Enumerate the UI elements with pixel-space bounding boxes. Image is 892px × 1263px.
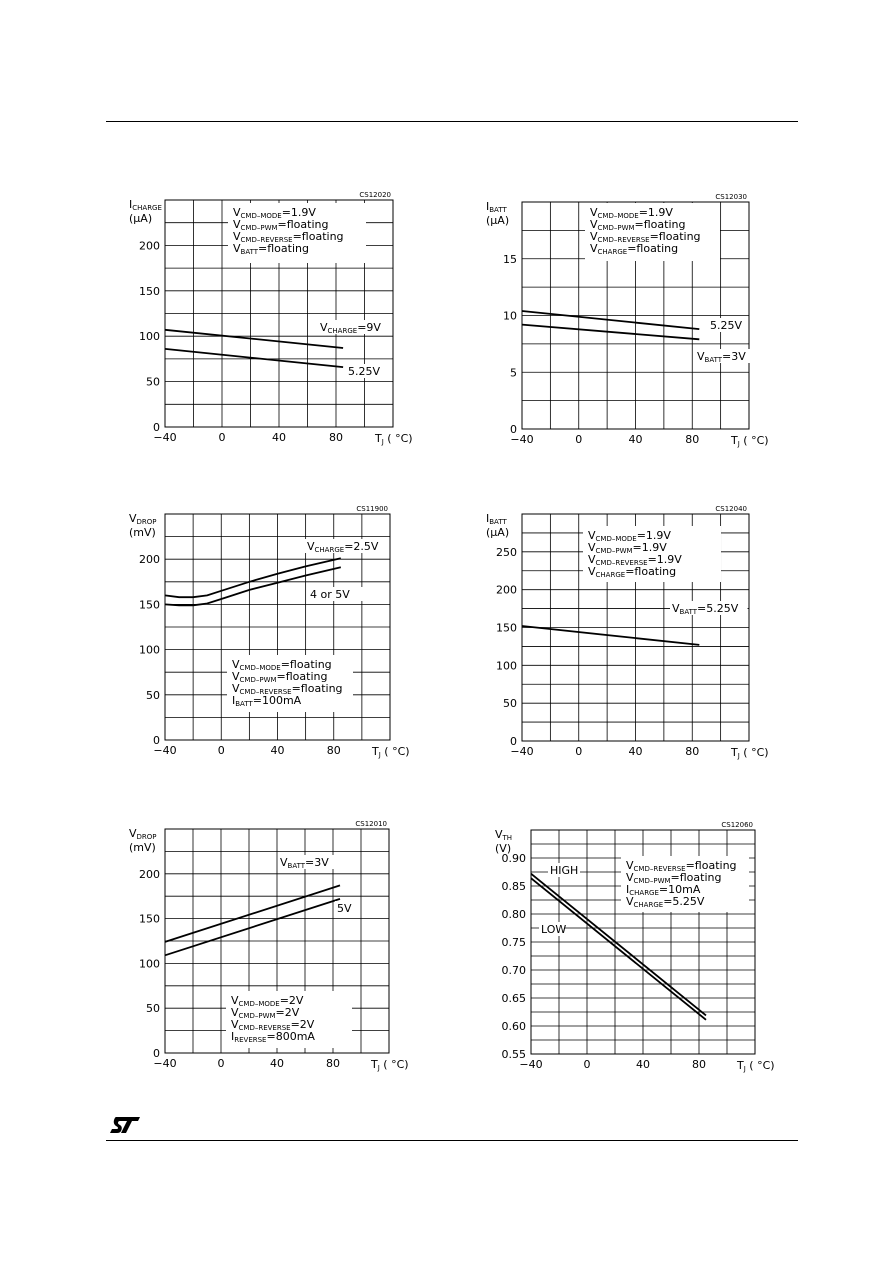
x-tick-label: 0 [218, 431, 226, 444]
x-tick-label: 80 [692, 1058, 706, 1071]
legend-line: VCMD–MODE=1.9V [233, 206, 316, 220]
y-tick-label: 50 [146, 1002, 160, 1016]
y-axis-unit: (mV) [129, 841, 156, 854]
y-tick-label: 50 [146, 688, 160, 702]
legend-line: VCMD–REVERSE=floating [626, 859, 737, 873]
series-line [165, 885, 340, 942]
y-axis-title: IBATT [486, 200, 507, 214]
y-tick-label: 100 [496, 659, 517, 673]
legend-line: VCMD–PWM=floating [232, 670, 328, 684]
x-tick-label: 80 [685, 745, 700, 758]
series-label: 4 or 5V [310, 588, 350, 601]
chart-cs12020 [129, 191, 413, 446]
x-axis-title: TJ ( °C) [731, 434, 769, 448]
legend-line: VCMD–PWM=floating [233, 218, 329, 232]
legend-line: VCMD–PWM=floating [590, 218, 686, 232]
y-axis-title: VDROP [129, 827, 157, 841]
y-tick-label: 0.70 [501, 964, 526, 977]
x-tick-label: 80 [685, 433, 700, 446]
x-tick-label: −40 [519, 1058, 543, 1071]
series-label: VCHARGE=9V [320, 321, 381, 335]
series-label: 5V [337, 902, 352, 915]
series-label: 5.25V [348, 365, 381, 378]
y-tick-label: 150 [496, 621, 517, 635]
y-tick-label: 200 [139, 867, 160, 881]
legend-line: VCHARGE=floating [588, 565, 677, 579]
y-tick-label: 0 [153, 421, 160, 434]
x-tick-label: −40 [153, 1057, 177, 1070]
series-line [165, 349, 343, 367]
legend-line: IBATT=100mA [232, 694, 302, 708]
x-tick-label: 40 [270, 1057, 284, 1070]
y-tick-label: 0.85 [501, 880, 526, 893]
legend-line: ICHARGE=10mA [626, 883, 701, 897]
y-tick-label: 200 [139, 239, 160, 253]
figure-code: CS12060 [721, 821, 753, 829]
y-tick-label: 0.80 [501, 908, 526, 921]
legend-line: VCMD–MODE=floating [232, 658, 332, 672]
legend-line: VCMD–PWM=1.9V [588, 541, 667, 555]
y-tick-label: 50 [146, 375, 160, 389]
figure-code: CS12040 [715, 505, 747, 513]
x-tick-label: 0 [583, 1058, 591, 1071]
y-tick-label: 100 [139, 330, 160, 344]
y-tick-label: 50 [503, 697, 517, 711]
y-tick-label: 100 [139, 957, 160, 971]
series-label: VBATT=3V [280, 856, 329, 870]
legend-line: VCMD–PWM=2V [231, 1006, 300, 1020]
series-label: VCHARGE=2.5V [307, 540, 379, 554]
y-axis-unit: (μA) [486, 214, 510, 227]
legend-line: VCMD–REVERSE=floating [590, 230, 701, 244]
y-tick-label: 0.55 [501, 1048, 526, 1061]
y-tick-label: 200 [496, 583, 517, 597]
x-tick-label: 0 [575, 745, 583, 758]
y-tick-label: 15 [503, 252, 517, 266]
legend-line: VCMD–REVERSE=1.9V [588, 553, 682, 567]
chart-cs12030 [486, 193, 769, 448]
figure-code: CS12010 [355, 820, 387, 828]
x-tick-label: −40 [510, 433, 534, 446]
x-axis-title: TJ ( °C) [371, 1058, 409, 1072]
y-tick-label: 250 [496, 545, 517, 559]
y-tick-label: 0 [510, 735, 517, 748]
y-axis-unit: (μA) [486, 526, 510, 539]
x-axis-title: TJ ( °C) [737, 1059, 775, 1073]
x-tick-label: 40 [628, 433, 643, 446]
x-tick-label: 40 [272, 431, 286, 444]
y-tick-label: 0.60 [501, 1020, 526, 1033]
legend-line: VCMD–REVERSE=floating [232, 682, 343, 696]
series-label: HIGH [550, 864, 579, 877]
y-tick-label: 0.75 [501, 936, 526, 949]
x-tick-label: 80 [329, 431, 343, 444]
series-label: VBATT=3V [697, 350, 746, 364]
figure-code: CS11900 [356, 505, 388, 513]
x-tick-label: 80 [326, 1057, 340, 1070]
series-line [165, 330, 343, 348]
chart-cs12040 [486, 505, 769, 760]
legend-line: VCHARGE=floating [590, 242, 679, 256]
legend-line: VCMD–MODE=1.9V [590, 206, 673, 220]
figure-code: CS12030 [715, 193, 747, 201]
series-label: VBATT=5.25V [672, 602, 739, 616]
x-axis-title: TJ ( °C) [375, 432, 413, 446]
x-tick-label: 0 [217, 1057, 225, 1070]
series-label: 5.25V [710, 319, 743, 332]
y-tick-label: 10 [503, 309, 517, 323]
chart-cs11900 [129, 505, 410, 759]
x-axis-title: TJ ( °C) [731, 746, 769, 760]
x-tick-label: 40 [270, 744, 285, 757]
y-tick-label: 0 [153, 734, 160, 747]
y-tick-label: 150 [139, 912, 160, 926]
x-axis-title: TJ ( °C) [372, 745, 410, 759]
figure-code: CS12020 [359, 191, 391, 199]
y-axis-title: VDROP [129, 512, 157, 526]
x-tick-label: −40 [153, 744, 177, 757]
chart-cs12010 [129, 820, 409, 1072]
y-tick-label: 200 [139, 553, 160, 567]
y-tick-label: 0 [153, 1047, 160, 1060]
y-tick-label: 150 [139, 284, 160, 298]
legend-line: VCMD–MODE=1.9V [588, 529, 671, 543]
series-line [522, 626, 699, 645]
x-tick-label: 40 [628, 745, 643, 758]
y-axis-title: IBATT [486, 512, 507, 526]
y-tick-label: 0.65 [501, 992, 526, 1005]
y-tick-label: 5 [510, 366, 517, 380]
x-tick-label: 40 [636, 1058, 650, 1071]
x-tick-label: 80 [326, 744, 341, 757]
legend-line: IREVERSE=800mA [231, 1030, 315, 1044]
y-axis-title: ICHARGE [129, 198, 162, 212]
y-tick-label: 0.90 [501, 852, 526, 865]
y-axis-unit: (μA) [129, 212, 153, 225]
legend-line: VCMD–REVERSE=2V [231, 1018, 315, 1032]
y-axis-title: VTH [495, 828, 513, 842]
legend-line: VCMD–MODE=2V [231, 994, 304, 1008]
legend-line: VCMD–PWM=floating [626, 871, 722, 885]
x-tick-label: −40 [510, 745, 534, 758]
legend-line: VCMD–REVERSE=floating [233, 230, 344, 244]
chart-cs12060 [495, 821, 775, 1073]
series-label: LOW [541, 923, 567, 936]
series-line [165, 899, 340, 955]
legend-line: VBATT=floating [233, 242, 309, 256]
x-tick-label: 0 [217, 744, 225, 757]
y-tick-label: 100 [139, 643, 160, 657]
x-tick-label: −40 [153, 431, 177, 444]
y-tick-label: 150 [139, 598, 160, 612]
y-axis-unit: (V) [495, 842, 512, 855]
x-tick-label: 0 [575, 433, 583, 446]
legend-line: VCHARGE=5.25V [626, 895, 705, 909]
y-tick-label: 0 [510, 423, 517, 436]
y-axis-unit: (mV) [129, 526, 156, 539]
